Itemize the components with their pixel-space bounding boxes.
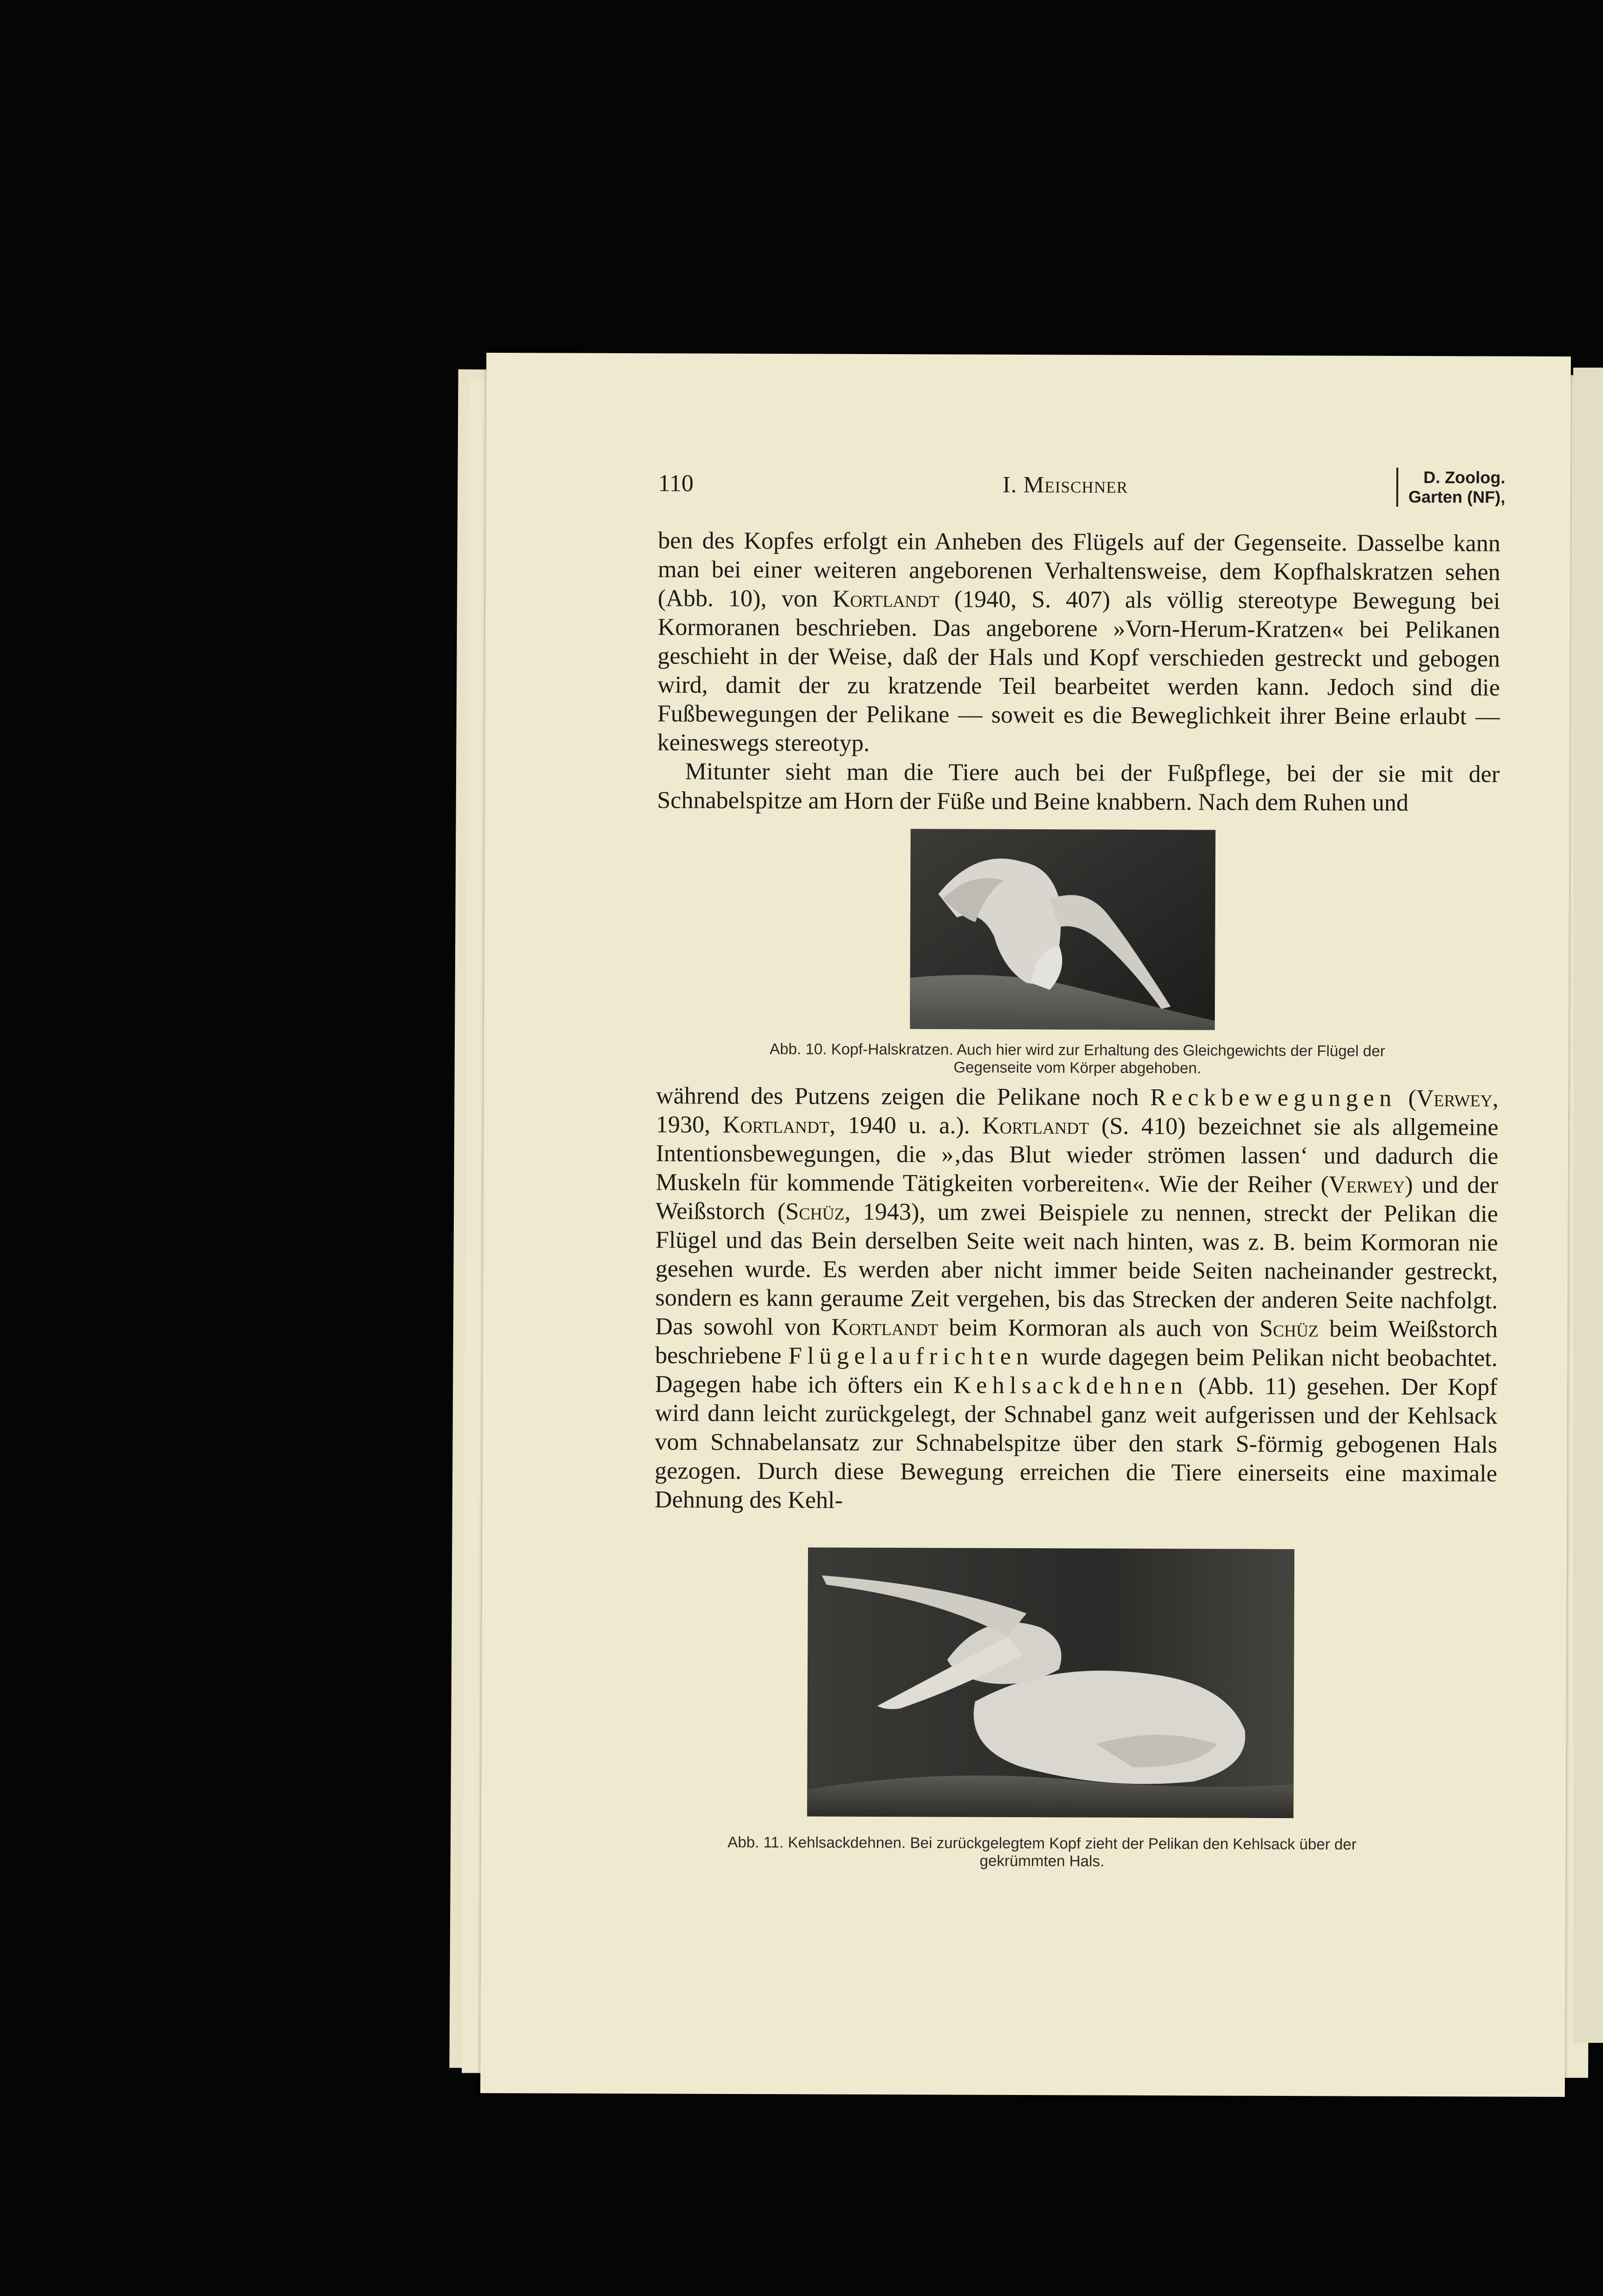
figure-11-caption-line-1: Abb. 11. Kehlsackdehnen. Bei zurückgelegtem Kopf zieht der Pelikan den Kehlsack über der (727, 1833, 1357, 1853)
paragraph-3-text: beim Weißstorch beschriebene (655, 1316, 1498, 1370)
term-reckbewegungen: Reckbewegungen (1150, 1084, 1397, 1112)
figure-10-caption-line-2: Gegenseite vom Körper abgehoben. (953, 1058, 1201, 1077)
paragraph-1-text-b: (1940, S. 407) als völlig stereotype Bewegung bei Kormoranen beschrieben. Das angeborene »Vorn-Herum-Kratzen« bei Pelikanen geschieht in der Weise, daß der Hals und Kopf verschieden gestreckt und gebogen wird, damit der zu kratzende Teil bearbeitet werden kann. Jedoch sind die Fußbewegungen der Pelikane — soweit es die Beweglichkeit ihrer Beine erlaubt — keineswegs stereotyp. (657, 586, 1501, 757)
journal-line-1: D. Zoolog. (1423, 468, 1506, 487)
citation-kortlandt: Kortlandt (982, 1112, 1089, 1140)
paragraph-3-text: ) und der Weißstorch ( (655, 1171, 1498, 1225)
page-number: 110 (658, 470, 694, 497)
term-fluegelaufrichten: Flügelaufrichten (788, 1343, 1034, 1370)
pelican-pouch-stretching-image (807, 1547, 1294, 1818)
paragraph-3 (654, 1081, 1498, 1517)
pelican-scratching-image (910, 829, 1215, 1030)
figure-11-caption (621, 1833, 1463, 1871)
paragraph-3-text: (Abb. 11) gesehen. Der Kopf wird dann leicht zurückgelegt, der Schnabel ganz weit aufgerissen und der Kehlsack vom Schnabelansatz zur Schnabelspitze über den stark S-förmig gebogenen Hals gezogen. Durch diese Bewegung erreichen die Tiere einerseits eine maximale Dehnung des Kehl- (654, 1373, 1498, 1514)
figure-10-caption (656, 1040, 1499, 1078)
citation-schuez: Schüz (785, 1198, 845, 1225)
figure-10-caption-line-1: Abb. 10. Kopf-Halskratzen. Auch hier wird zur Erhaltung des Gleichgewichts der Flügel der (769, 1040, 1386, 1060)
paragraph-3-text: , 1930, (656, 1085, 1499, 1138)
citation-verwey: Verwey (1416, 1085, 1493, 1112)
term-kehlsackdehnen: Kehlsackdehnen (953, 1372, 1188, 1400)
citation-schuez: Schüz (1259, 1315, 1319, 1343)
paragraph-3-text: (S. 410) bezeichnet sie als allgemeine Intentionsbewegungen, die »‚das Blut wieder strömen lassen‘ und dadurch die Muskeln für kommende Tätigkeiten vorbereiten«. Wie der Reiher ( (655, 1113, 1499, 1198)
citation-verwey: Verwey (1328, 1171, 1405, 1198)
figure-10-photo (910, 829, 1215, 1030)
citation-kortlandt: Kortlandt (831, 1314, 938, 1341)
paragraph-1-text-a: ben des Kopfes erfolgt ein Anheben des Flügels auf der Gegenseite. Dasselbe kann man bei einer weiteren angeborenen Verhaltensweise, dem Kopfhalskratzen sehen (Abb. 10), von (658, 527, 1501, 612)
figure-11-caption-line-2: gekrümmten Hals. (979, 1852, 1105, 1870)
figure-11-photo (807, 1547, 1294, 1818)
running-head (658, 465, 1505, 505)
paragraph-1 (657, 526, 1501, 818)
paragraph-3-text: , 1940 u. a.). (829, 1112, 983, 1139)
running-head-author: I. Meischner (1002, 471, 1128, 498)
next-page-edge (1573, 368, 1603, 2043)
citation-kortlandt: Kortlandt (832, 585, 940, 613)
journal-line-2: Garten (NF), (1408, 487, 1506, 507)
book-page (480, 353, 1571, 2097)
paragraph-3-text: während des Putzens zeigen die Pelikane noch (656, 1082, 1151, 1111)
paragraph-3-text: , 1943), um zwei Beispiele zu nennen, streckt der Pelikan die Flügel und das Bein derselben Seite weit nach hinten, was z. B. beim Kormoran nie gesehen wurde. Es werden aber nicht immer beide Seiten nacheinander gestreckt, sondern es kann geraume Zeit vergehen, bis das Strecken der anderen Seite nachfolgt. Das sowohl von (655, 1198, 1498, 1341)
paragraph-3-text: ( (1396, 1085, 1416, 1112)
citation-kortlandt: Kortlandt (722, 1111, 830, 1139)
paragraph-3-text: beim Kormoran als auch von (938, 1314, 1260, 1342)
paragraph-3-text: wurde dagegen beim Pelikan nicht beobachtet. Dagegen habe ich öfters ein (655, 1343, 1498, 1399)
paragraph-2: Mitunter sieht man die Tiere auch bei der Fußpflege, bei der sie mit der Schnabelspitze am Horn der Füße und Beine knabbern. Nach dem Ruhen und (657, 758, 1500, 816)
journal-reference (1396, 468, 1505, 507)
